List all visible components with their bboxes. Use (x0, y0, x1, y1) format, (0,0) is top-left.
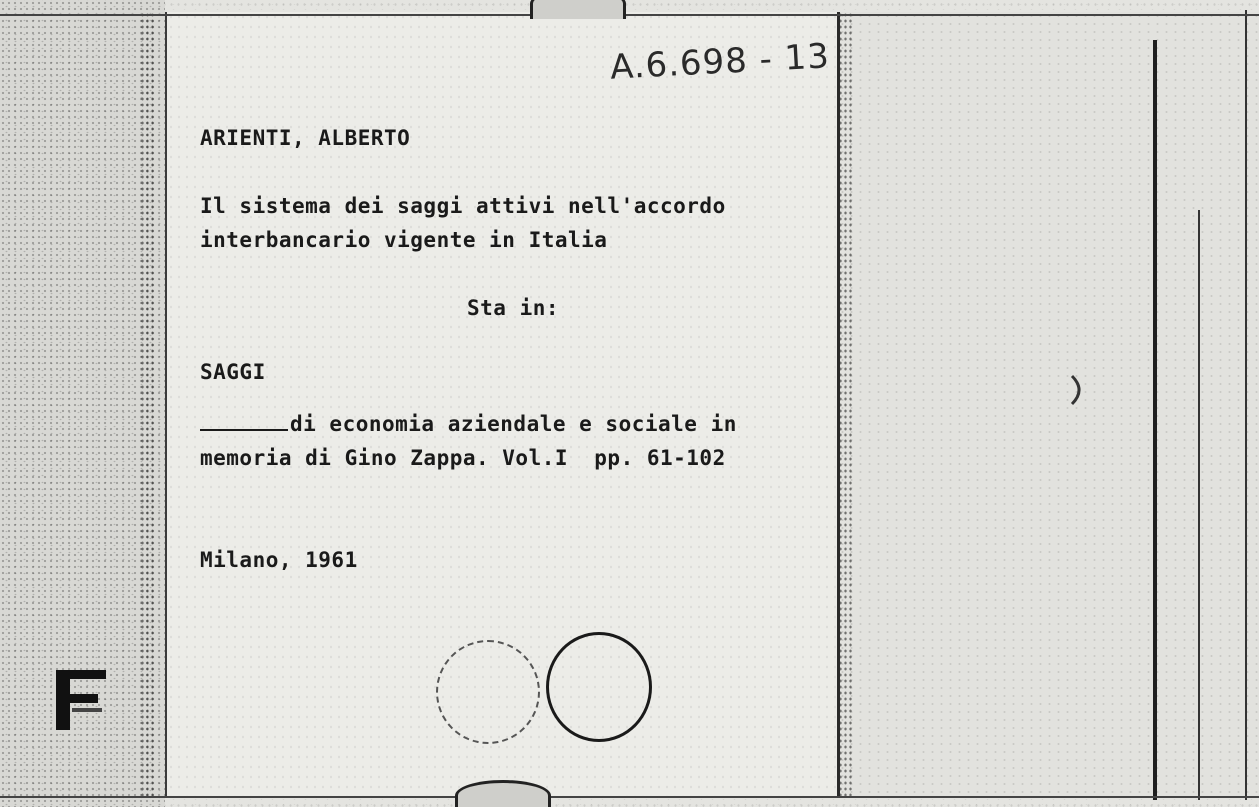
contained-in-label: Sta in: (467, 296, 560, 320)
left-dotted-column (140, 12, 154, 797)
author: ARIENTI, ALBERTO (200, 126, 411, 150)
series-title: SAGGI (200, 360, 266, 384)
f-tab-marker (52, 664, 108, 734)
bracket-mark (1068, 372, 1092, 408)
top-rule (0, 0, 1259, 16)
right-panel (838, 12, 1259, 797)
detail-line-1-text: di economia aziendale e sociale in (290, 412, 737, 436)
detail-line-1 (200, 414, 737, 435)
right-thin-rule (1198, 210, 1200, 800)
top-hole-mark (530, 0, 626, 19)
ditto-line (200, 415, 288, 431)
bottom-hole-mark (455, 780, 551, 807)
edge-rule (1245, 10, 1247, 800)
bottom-rule (0, 796, 1259, 798)
right-vertical-rule (1153, 40, 1157, 800)
title-line-1: Il sistema dei saggi attivi nell'accordo (200, 194, 726, 218)
call-number: A.6.698 - 13 (609, 36, 831, 88)
punch-hole-right (546, 632, 652, 742)
right-dotted-column (838, 12, 852, 797)
title-line-2: interbancario vigente in Italia (200, 228, 608, 252)
place-year: Milano, 1961 (200, 548, 358, 572)
detail-line-2: memoria di Gino Zappa. Vol.I pp. 61-102 (200, 446, 726, 470)
punch-hole-left (436, 640, 540, 744)
